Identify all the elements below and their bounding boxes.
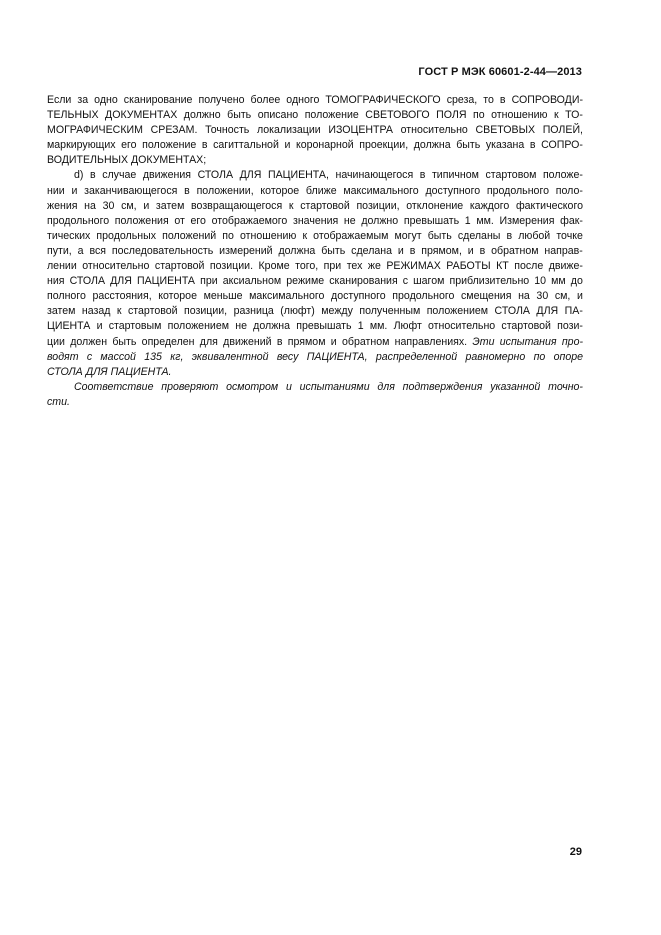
- text-line: [47, 229, 583, 244]
- word: Соответствие: [74, 380, 154, 393]
- word: локализации: [256, 124, 321, 137]
- word: в: [201, 139, 208, 152]
- word: могут: [394, 229, 422, 242]
- word: которое: [260, 184, 300, 197]
- word: испытаниями: [299, 380, 370, 393]
- text-line: [47, 335, 583, 350]
- word: нии: [47, 184, 65, 197]
- word: любой: [518, 229, 551, 242]
- word: пути,: [47, 244, 72, 257]
- word: описано: [257, 109, 299, 122]
- word: не: [235, 320, 247, 333]
- text-line: [47, 259, 583, 274]
- word: ДЛЯ: [536, 305, 559, 318]
- word: быть: [427, 229, 452, 242]
- body-text: [47, 93, 583, 410]
- word: смещения: [460, 290, 512, 303]
- word: водят: [47, 350, 79, 363]
- word: про-: [561, 335, 583, 348]
- word: СТОЛА: [197, 169, 234, 182]
- word: сделаны: [457, 229, 501, 242]
- word: и: [467, 244, 474, 257]
- word: ПАЦИЕНТА: [136, 275, 196, 288]
- word: последовательность: [111, 244, 214, 257]
- text-line: ВОДИТЕЛЬНЫХ ДОКУМЕНТАХ;: [47, 154, 207, 167]
- word: относительно: [428, 320, 496, 333]
- word: в: [409, 244, 416, 257]
- word: РАБОТЫ: [446, 260, 491, 273]
- word: возвращающегося: [191, 199, 283, 212]
- word: назад: [81, 305, 111, 318]
- word: 135: [144, 350, 162, 363]
- text-line: сти.: [47, 395, 70, 408]
- word: ния: [47, 275, 65, 288]
- word: СОПРО-: [541, 139, 583, 152]
- word: и: [285, 380, 292, 393]
- word: положения: [114, 214, 169, 227]
- word: максимального: [343, 184, 419, 197]
- word: для: [377, 380, 395, 393]
- word: стартовой: [501, 320, 551, 333]
- word: сканирования: [329, 275, 398, 288]
- word: не: [343, 214, 356, 227]
- word: от: [174, 214, 185, 227]
- word: d): [74, 169, 84, 182]
- word: указана: [485, 139, 525, 152]
- word: позиции.: [209, 260, 254, 273]
- word: обратном: [341, 335, 390, 348]
- word: продольного: [392, 290, 455, 303]
- word: СТОЛА: [494, 305, 530, 318]
- word: жения: [47, 199, 78, 212]
- word: ПОЛЕЙ,: [542, 124, 583, 137]
- word: лении: [47, 260, 77, 273]
- word: ЦИЕНТА: [47, 320, 91, 333]
- word: быть: [321, 244, 346, 257]
- word: и: [143, 199, 150, 212]
- word: точно-: [548, 380, 583, 393]
- word: и: [96, 320, 103, 333]
- word: среза,: [446, 94, 478, 106]
- word: и: [576, 290, 583, 303]
- word: РЕЖИМАХ: [386, 260, 441, 273]
- word: распределенной: [375, 350, 458, 363]
- word: ПАЦИЕНТА,: [306, 350, 368, 363]
- word: стартовом: [485, 169, 537, 182]
- word: стартовым: [108, 320, 162, 333]
- word: 10: [534, 275, 547, 288]
- word: СОПРОВОДИ-: [511, 94, 583, 106]
- word: его: [190, 214, 206, 227]
- word: маркирующих: [47, 139, 116, 152]
- word: быть: [456, 139, 481, 152]
- word: ции: [47, 335, 65, 348]
- word: прямом,: [421, 244, 462, 257]
- word: в: [529, 139, 536, 152]
- word: проекции,: [359, 139, 409, 152]
- word: положение: [142, 139, 197, 152]
- word: вся: [89, 244, 106, 257]
- word: движе-: [548, 260, 583, 273]
- word: по: [473, 109, 485, 122]
- word: быть: [227, 109, 252, 122]
- word: превышать: [296, 320, 352, 333]
- word: и: [397, 244, 404, 257]
- word: мм.: [476, 214, 494, 227]
- word: и: [71, 184, 78, 197]
- word: значения: [292, 214, 339, 227]
- word: СВЕТОВОГО: [365, 109, 430, 122]
- word: мм.: [369, 320, 388, 333]
- word: тех: [346, 260, 363, 273]
- word: для: [199, 335, 218, 348]
- word: тических: [47, 229, 91, 242]
- word: СРЕЗАМ.: [150, 124, 198, 137]
- word: определен: [141, 335, 195, 348]
- word: Люфт: [393, 320, 422, 333]
- word: 30: [102, 199, 115, 212]
- word: движения: [142, 169, 192, 182]
- word: указанной: [490, 380, 541, 393]
- word: движений: [223, 335, 272, 348]
- word: положением: [426, 305, 489, 318]
- word: КТ: [496, 260, 509, 273]
- word: же: [367, 260, 381, 273]
- word: МОГРАФИЧЕСКИМ: [47, 124, 143, 137]
- word: прямом: [287, 335, 326, 348]
- word: к: [288, 199, 294, 212]
- word: при: [200, 275, 218, 288]
- word: 30: [536, 290, 549, 303]
- word: доступного: [331, 290, 386, 303]
- word: ПОЛЯ: [436, 109, 467, 122]
- word: доступного: [425, 184, 481, 197]
- word: к: [116, 305, 122, 318]
- word: с: [86, 350, 93, 363]
- word: позиции,: [183, 305, 228, 318]
- word: приблизительно: [449, 275, 530, 288]
- paragraph-light-field-documentation: [47, 93, 583, 168]
- word: за: [77, 94, 89, 106]
- word: в: [276, 335, 283, 348]
- word: стартовой: [300, 199, 350, 212]
- word: каждого: [469, 199, 510, 212]
- word: Точность: [205, 124, 250, 137]
- word: СВЕТОВЫХ: [475, 124, 536, 137]
- word: положение: [304, 109, 359, 122]
- word: одного: [286, 94, 320, 106]
- word: обратном: [491, 244, 539, 257]
- word: по: [222, 229, 234, 242]
- text-line: [47, 214, 583, 229]
- word: между: [321, 305, 353, 318]
- text-line: [47, 319, 583, 334]
- text-line: [47, 350, 583, 365]
- word: должна: [413, 139, 451, 152]
- paragraph-compliance-check: [47, 380, 583, 410]
- word: должна: [278, 244, 316, 257]
- word: максимального: [249, 290, 325, 303]
- text-line: [47, 289, 583, 304]
- word: ИЗОЦЕНТРА: [328, 124, 393, 137]
- text-line: [47, 93, 583, 108]
- word: положением: [167, 320, 230, 333]
- page-number: 29: [569, 846, 582, 858]
- word: продольного: [486, 184, 549, 197]
- word: должно: [183, 109, 221, 122]
- word: поло-: [555, 184, 583, 197]
- text-line: СТОЛА ДЛЯ ПАЦИЕНТА.: [47, 365, 172, 378]
- text-line: [47, 108, 583, 123]
- word: относительно: [400, 124, 468, 137]
- word: продольных: [96, 229, 156, 242]
- word: в: [184, 184, 190, 197]
- word: аксиальном: [222, 275, 282, 288]
- word: полного: [47, 290, 86, 303]
- word: типичном: [431, 169, 479, 182]
- word: с: [402, 275, 409, 288]
- word: отклонение: [406, 199, 464, 212]
- text-line: [47, 184, 583, 199]
- word: расстояния,: [92, 290, 152, 303]
- word: до: [570, 275, 583, 288]
- word: превышать: [403, 214, 460, 227]
- word: при: [323, 260, 342, 273]
- word: в: [479, 244, 486, 257]
- word: одно: [94, 94, 118, 106]
- text-line: [47, 304, 583, 319]
- word: должно: [361, 214, 399, 227]
- word: эквивалентной: [191, 350, 269, 363]
- text-line: [47, 274, 583, 289]
- word: отношению: [491, 109, 548, 122]
- word: сагиттальной: [213, 139, 279, 152]
- word: см,: [554, 290, 571, 303]
- word: а: [77, 244, 84, 257]
- word: того,: [295, 260, 319, 273]
- word: ТОМОГРАФИЧЕСКОГО: [325, 94, 441, 106]
- word: СТОЛА: [69, 275, 106, 288]
- word: после: [514, 260, 544, 273]
- word: ДЛЯ: [110, 275, 132, 288]
- text-line: [47, 123, 583, 138]
- standard-header: ГОСТ Р МЭК 60601-2-44—2013: [418, 66, 582, 78]
- word: весу: [276, 350, 299, 363]
- word: ТЕЛЬНЫХ: [47, 109, 99, 122]
- word: фактического: [515, 199, 583, 212]
- word: мм: [551, 275, 566, 288]
- word: ДОКУМЕНТАХ: [105, 109, 178, 122]
- text-line: [47, 380, 583, 395]
- word: более: [250, 94, 281, 106]
- word: которое: [158, 290, 197, 303]
- word: случае: [102, 169, 137, 182]
- word: направлениях.: [394, 335, 468, 348]
- word: ПАЦИЕНТА,: [267, 169, 329, 182]
- word: точке: [556, 229, 583, 242]
- word: в: [506, 229, 513, 242]
- paragraph-item-d-table-movement: [47, 168, 583, 379]
- word: (люфт): [280, 305, 315, 318]
- word: продольного: [47, 214, 110, 227]
- word: получено: [198, 94, 245, 106]
- word: его: [121, 139, 137, 152]
- text-line: [47, 244, 583, 259]
- text-line: [47, 138, 583, 153]
- word: в: [89, 169, 96, 182]
- word: относительно: [82, 260, 150, 273]
- word: осмотром: [226, 380, 279, 393]
- word: опоре: [553, 350, 583, 363]
- word: стартовой: [128, 305, 178, 318]
- word: шагом: [413, 275, 445, 288]
- word: отображаемого: [211, 214, 288, 227]
- word: ТО-: [565, 109, 583, 122]
- word: массой: [100, 350, 136, 363]
- word: в: [419, 169, 426, 182]
- text-line: [47, 199, 583, 214]
- word: испытания: [499, 335, 557, 348]
- word: измерений: [219, 244, 273, 257]
- word: кг,: [170, 350, 184, 363]
- word: быть: [112, 335, 137, 348]
- word: то: [483, 94, 494, 106]
- word: стартовой: [154, 260, 205, 273]
- word: затем: [155, 199, 185, 212]
- word: на: [84, 199, 96, 212]
- word: и: [330, 335, 337, 348]
- word: должна: [253, 320, 291, 333]
- word: позиции,: [356, 199, 400, 212]
- word: к: [302, 229, 308, 242]
- word: Эти: [472, 335, 495, 348]
- word: 1: [357, 320, 364, 333]
- word: заканчивающегося: [84, 184, 178, 197]
- word: Измерения: [499, 214, 555, 227]
- word: меньше: [203, 290, 243, 303]
- word: направ-: [544, 244, 583, 257]
- word: ДЛЯ: [239, 169, 262, 182]
- word: положений: [162, 229, 217, 242]
- text-line: [47, 168, 583, 183]
- word: фак-: [560, 214, 583, 227]
- word: разница: [233, 305, 274, 318]
- word: ближе: [305, 184, 337, 197]
- word: по: [533, 350, 546, 363]
- word: начинающегося: [335, 169, 414, 182]
- word: к: [554, 109, 559, 122]
- word: на: [518, 290, 530, 303]
- word: пози-: [557, 320, 583, 333]
- word: сделана: [351, 244, 393, 257]
- word: см,: [121, 199, 137, 212]
- word: в: [499, 94, 506, 106]
- word: равномерно: [465, 350, 526, 363]
- word: полученным: [359, 305, 421, 318]
- word: ПА-: [564, 305, 583, 318]
- word: режиме: [286, 275, 325, 288]
- word: проверяют: [161, 380, 219, 393]
- word: и: [284, 139, 291, 152]
- word: положе-: [542, 169, 583, 182]
- word: 1: [464, 214, 471, 227]
- word: должен: [70, 335, 108, 348]
- word: затем: [47, 305, 76, 318]
- word: отношению: [240, 229, 297, 242]
- word: положении,: [196, 184, 254, 197]
- word: подтверждения: [402, 380, 483, 393]
- word: сканирование: [123, 94, 193, 106]
- word: отображаемым: [313, 229, 389, 242]
- word: коронарной: [295, 139, 354, 152]
- word: Кроме: [258, 260, 290, 273]
- word: Если: [47, 94, 72, 106]
